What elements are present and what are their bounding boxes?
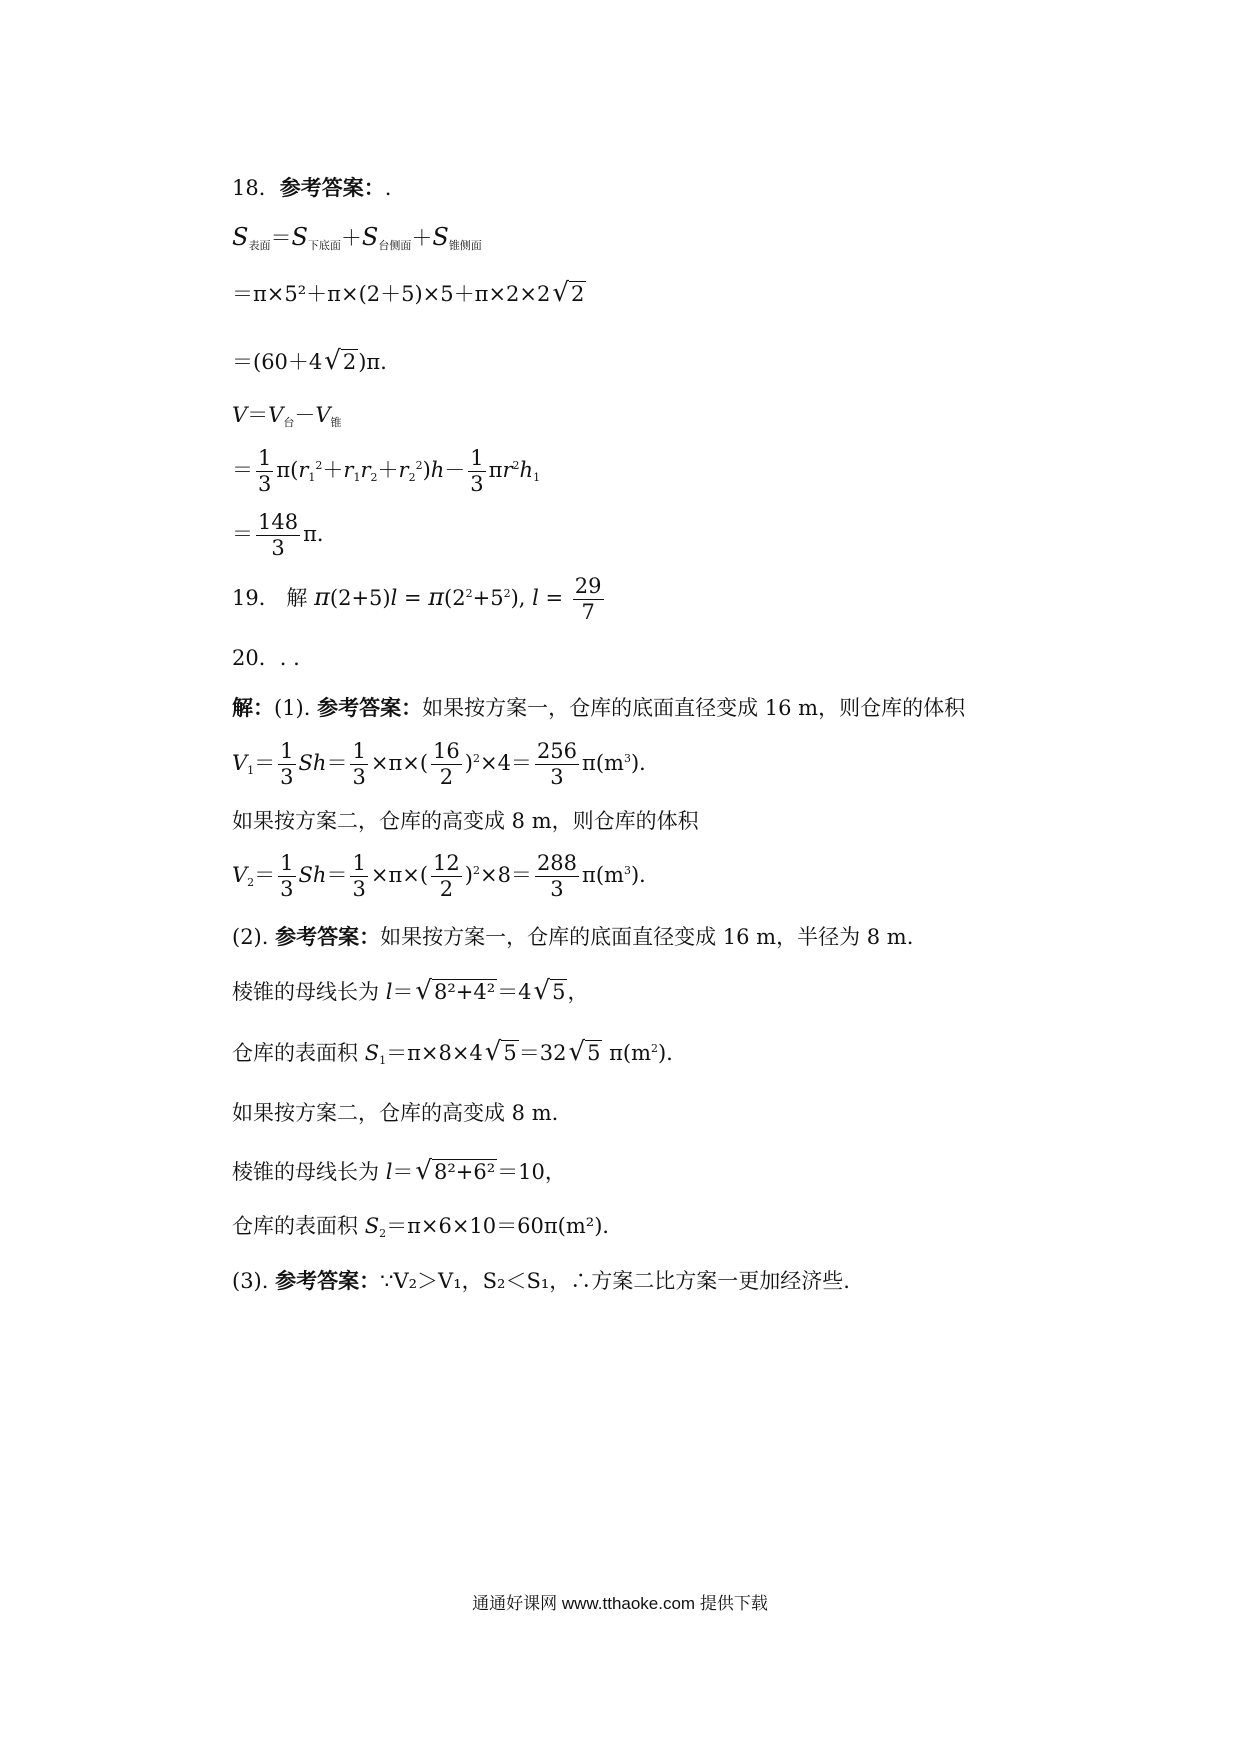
q18-answer-label: 参考答案： [279,175,385,200]
sqrt-symbol: √ 8²+6² [415,1156,496,1186]
q20-heading: 20．. . [232,646,300,670]
q18-heading [232,177,391,199]
q18-surface-step1: ＝π×5²＋π×(2＋5)×5＋π×2×2 √ 2 [232,278,585,308]
q20-plan2-height-text: 如果按方案二，仓库的高变成 8 m. [232,1101,559,1125]
q20-plan2-volume-text: 如果按方案二，仓库的高变成 8 m，则仓库的体积 [232,809,699,833]
q20-surface1: 仓库的表面积 $S_1=\pi\times 8\times 4$ √ 5 ＝32 √ 5 $\pi(m^2)$． [232,1037,688,1067]
q20-part3: (3). 参考答案：∵V₂＞V₁，S₂＜S₁，∴方案二比方案一更加经济些. [232,1268,850,1293]
q20-part1: 解：(1). 参考答案：如果按方案一，仓库的底面直径变成 16 m，则仓库的体积 [232,695,966,720]
q18-volume-step1: ＝ $\frac{1}{3}$ $\pi(r_1^2+r_1r_2+r_2^2)h-$ $\frac{1}{3}$ $\pi r^2h_1$ [232,446,541,497]
q20-part2: (2). 参考答案：如果按方案一，仓库的底面直径变成 16 m，半径为 8 m. [232,924,914,949]
sqrt-symbol: √ 5 [568,1037,601,1067]
sqrt-symbol: √ 8²+4² [415,976,496,1006]
q18-surface-step2: ＝(60＋4 √ 2 )π． [232,346,402,376]
q18-surface-definition: $S_{表面}=S_{下底面}+S_{台侧面}+S_{锥侧面}$ [232,223,482,252]
sqrt-symbol: √ 2 [552,278,585,308]
q20-slant1: 棱锥的母线长为 l＝ √ 8²+4² ＝4 √ 5 ， [232,976,589,1006]
q20-v2-formula: $V_2=$ $\frac{1}{3}$ Sh＝ $\frac{1}{3}$ ×π×( $\frac{12}{2}$ )$^2$×8＝ $\frac{288}{3}$ $\pi(m^3)$． [232,851,661,902]
q20-slant2: 棱锥的母线长为 l＝ √ 8²+6² ＝10， [232,1156,566,1186]
q18-volume-definition: $V=V_台-V_锥$ [232,403,342,429]
sqrt-symbol: √ 5 [484,1037,517,1067]
sqrt-symbol: √ 2 [324,346,357,376]
q19-solution: 19． 解 $\pi(2+5)l = \pi(2^2+5^2)$, l = $\frac{29}{7}$ [232,574,602,625]
q18-trail: . [384,176,392,200]
sqrt-symbol: √ 5 [533,976,566,1006]
q18-number: 18． [232,176,280,200]
page-footer: 通通好课网 www.tthaoke.com 提供下载 [472,1594,768,1613]
q20-v1-formula: $V_1=$ $\frac{1}{3}$ Sh＝ $\frac{1}{3}$ ×π×( $\frac{16}{2}$ )$^2$×4＝ $\frac{256}{3}$ $\pi(m^3)$． [232,739,661,790]
q20-surface2: 仓库的表面积 $S_2=\pi\times 6\times 10=60\pi(m^2)$． [232,1214,624,1240]
q18-volume-result: ＝ $\frac{148}{3}$ π． [232,510,338,561]
